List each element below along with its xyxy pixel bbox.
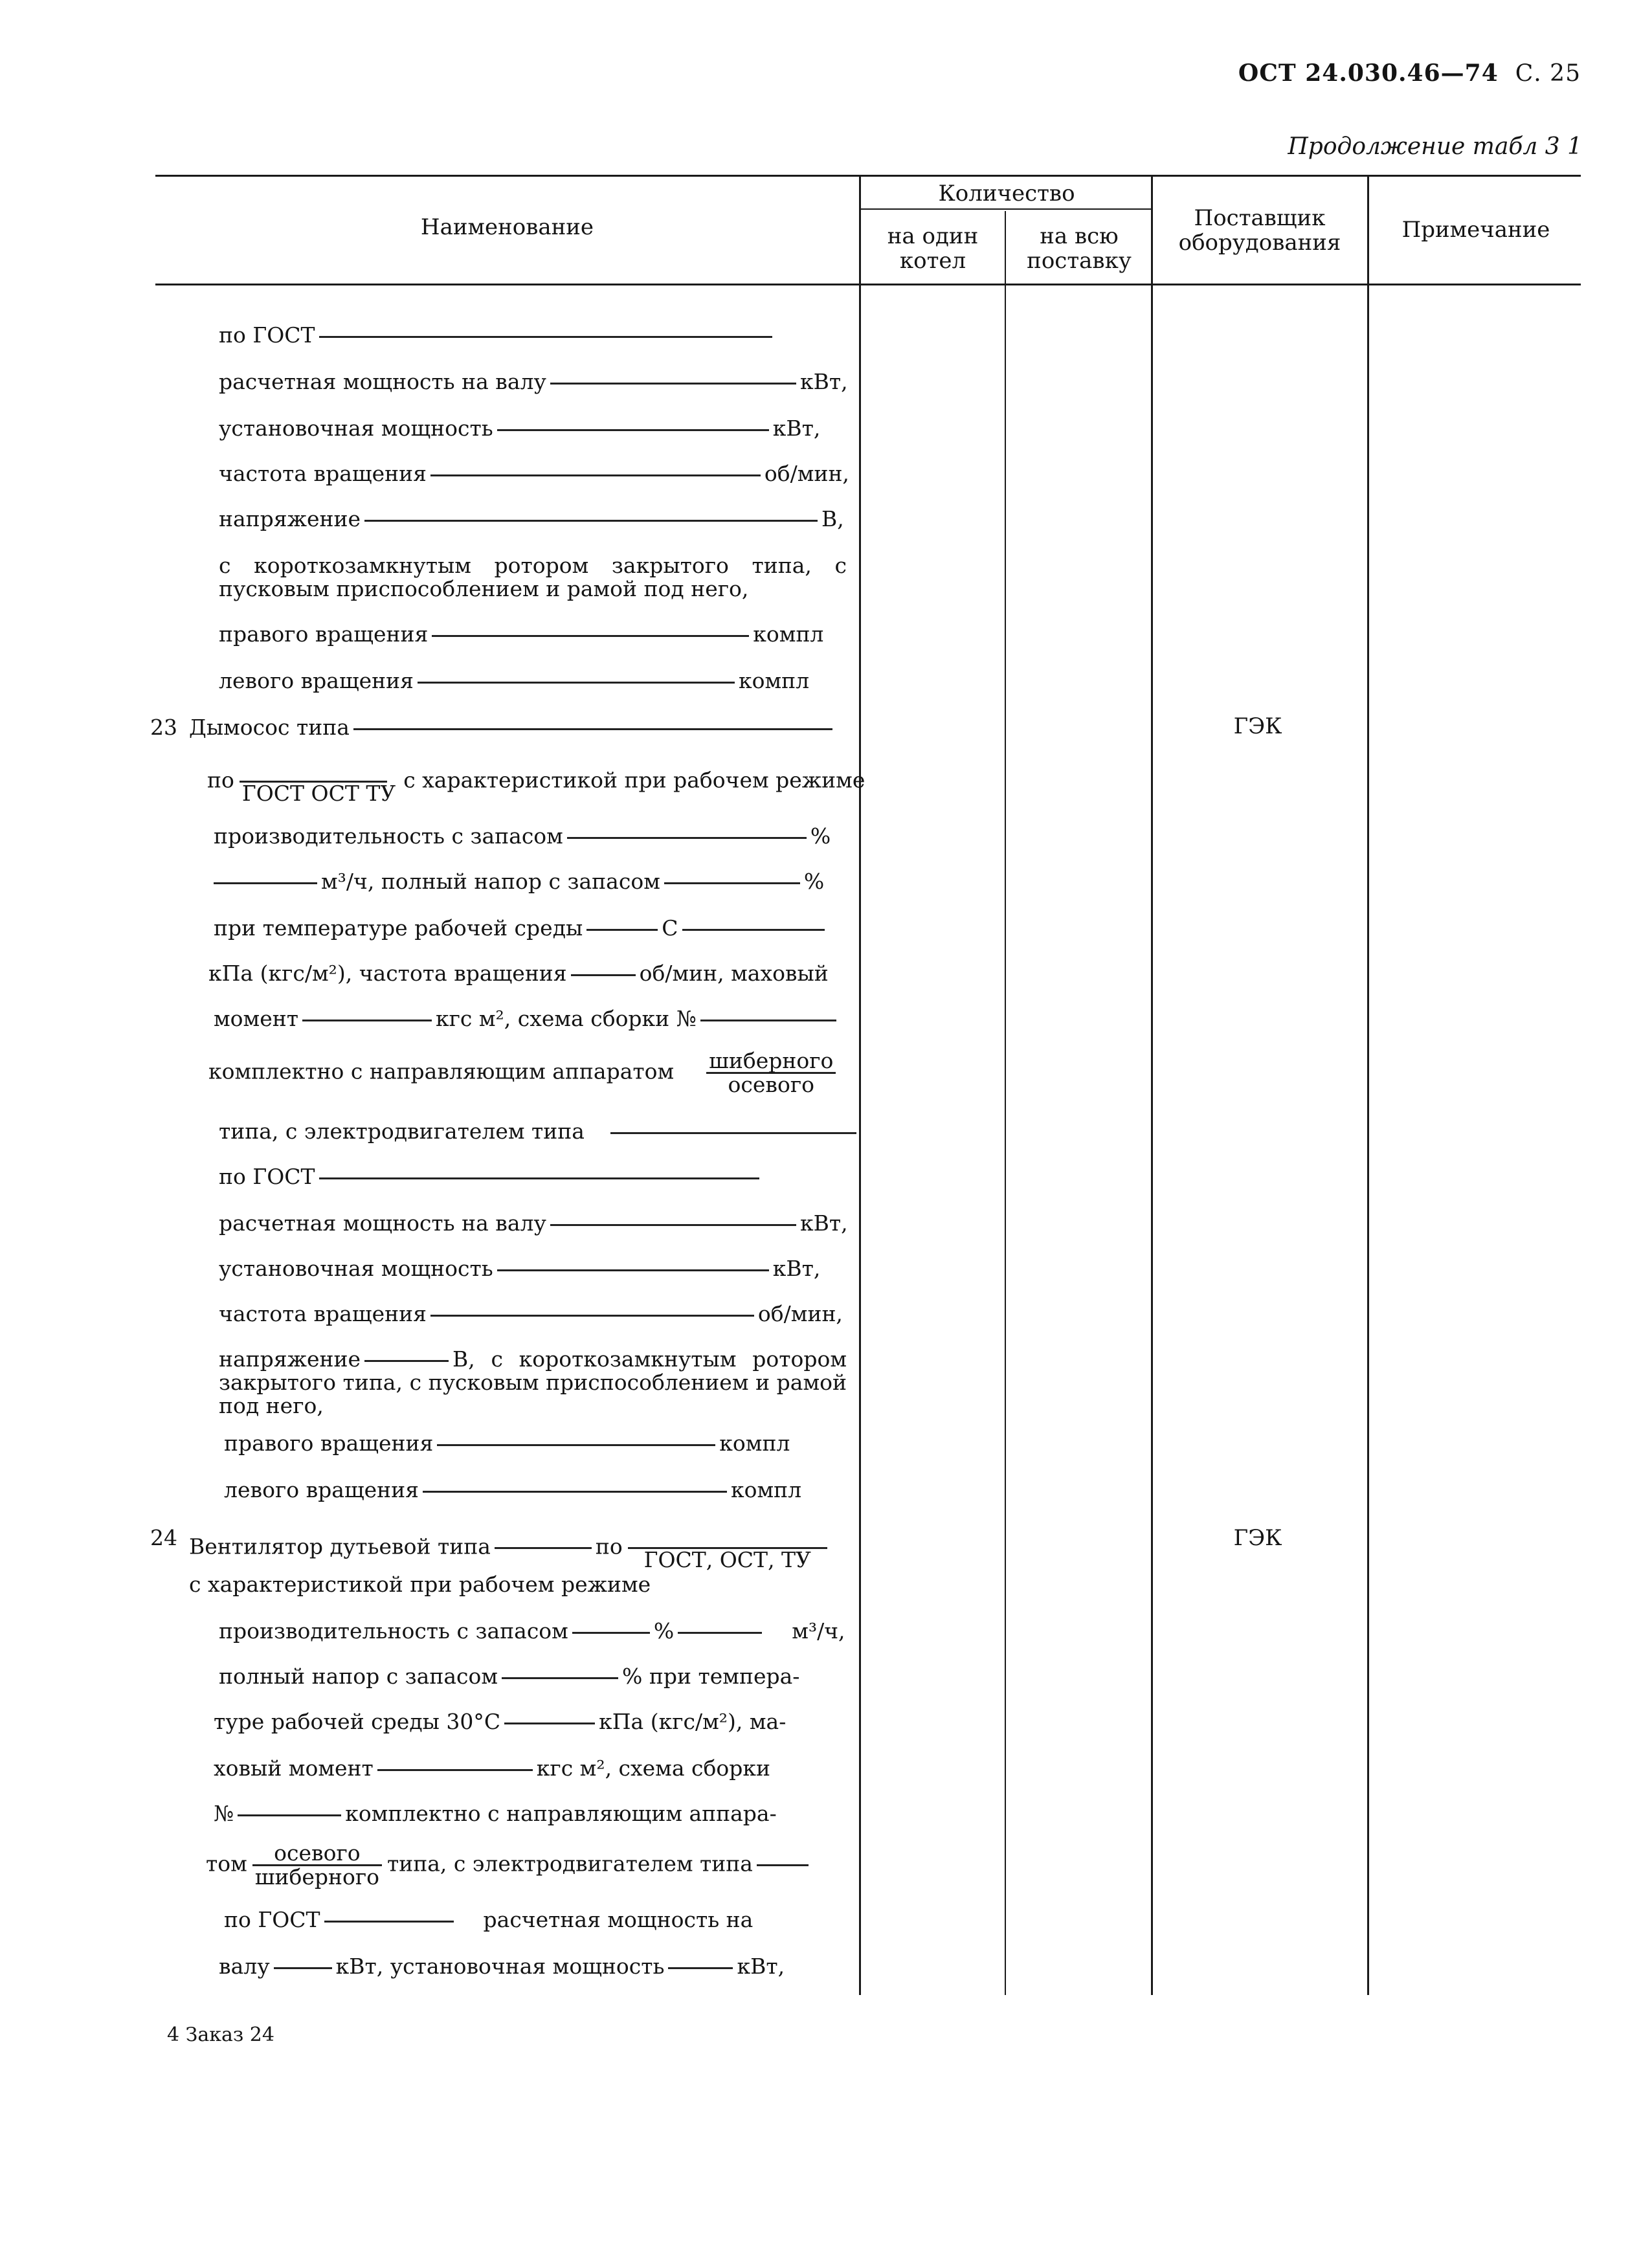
list-item	[189, 1525, 827, 1571]
list-item	[207, 759, 865, 806]
list-item	[214, 1756, 851, 1781]
text: комплектно с направляющим аппара-	[345, 1801, 777, 1826]
list-item	[219, 1210, 856, 1236]
list-item: с короткозамкнутым ротором закрытого типа, с пусковым приспособлением и рамой под него,	[219, 553, 847, 601]
unit: кВт,	[799, 1210, 848, 1236]
text: Вентилятор дутьевой типа	[189, 1533, 491, 1559]
text: правого вращения	[224, 1431, 434, 1456]
unit: компл	[738, 668, 810, 693]
page-footer: 4 Заказ 24	[167, 2024, 274, 2046]
text: расчетная мощность на	[483, 1907, 753, 1932]
text: комплектно с направляющим аппаратом	[208, 1058, 675, 1084]
list-item	[214, 869, 851, 895]
text: напряжение	[219, 506, 361, 531]
list-item	[214, 1801, 851, 1827]
list-item	[189, 715, 827, 741]
list-item	[214, 1709, 851, 1735]
fraction-top: осевого	[252, 1842, 382, 1866]
text: Дымосос типа	[189, 715, 350, 740]
list-item	[214, 1006, 851, 1032]
fraction-label: ГОСТ, ОСТ, ТУ	[643, 1547, 811, 1572]
text: ховый момент	[214, 1756, 374, 1781]
header-qty-per-delivery: на всю поставку	[1027, 223, 1132, 274]
list-item	[224, 1431, 862, 1456]
table-continuation-label: Продолжение табл 3 1	[1288, 133, 1582, 160]
text: туре рабочей среды 30°С	[214, 1709, 501, 1734]
header-supplier: Поставщик оборудования	[1178, 205, 1341, 256]
header-quantity: Количество	[938, 181, 1075, 206]
list-item	[224, 1477, 862, 1503]
list-item: с характеристикой при рабочем режиме	[189, 1572, 651, 1597]
list-item	[214, 915, 851, 941]
text: напряжение	[219, 1346, 361, 1372]
fraction-bottom: шиберного	[254, 1864, 380, 1890]
fraction-top: шиберного	[706, 1050, 836, 1074]
list-item	[219, 506, 856, 532]
list-item	[219, 621, 856, 647]
column-divider-1	[859, 176, 861, 1995]
text: расчетная мощность на валу	[219, 369, 546, 394]
unit: компл	[753, 621, 824, 647]
list-item	[219, 416, 856, 441]
unit: компл	[730, 1477, 802, 1502]
text: кВт, установочная мощность	[335, 1954, 665, 1979]
unit: %	[810, 823, 831, 849]
list-item	[219, 369, 856, 395]
header-name: Наименование	[420, 214, 594, 240]
text: производительность с запасом	[219, 1618, 568, 1644]
fraction-label: ГОСТ ОСТ ТУ	[241, 781, 396, 806]
unit: В,	[821, 506, 844, 531]
list-item	[219, 1348, 847, 1418]
text: правого вращения	[219, 621, 429, 647]
list-item	[214, 823, 851, 849]
list-item	[219, 1119, 856, 1144]
text: м³/ч, полный напор с запасом	[321, 869, 660, 894]
text: левого вращения	[219, 668, 414, 693]
text: кПа (кгс/м²), частота вращения	[208, 961, 567, 986]
unit: м³/ч,	[792, 1618, 845, 1644]
unit: кВт,	[737, 1954, 785, 1979]
list-item	[208, 1050, 846, 1096]
text: % при темпера-	[622, 1664, 800, 1689]
text: типа, с электродвигателем типа	[219, 1119, 585, 1144]
text: при температуре рабочей среды	[214, 915, 583, 941]
list-item	[224, 1907, 862, 1933]
column-divider-4	[1367, 176, 1369, 1995]
text: типа, с электродвигателем типа	[387, 1851, 753, 1877]
unit: об/мин,	[757, 1301, 843, 1326]
list-item	[219, 1618, 856, 1644]
text: по ГОСТ	[224, 1907, 320, 1932]
list-item	[219, 1256, 856, 1282]
text: с характеристикой при рабочем режиме	[403, 767, 865, 793]
text: по	[207, 767, 234, 793]
text: кгс м², схема сборки №	[436, 1006, 697, 1031]
supplier-cell: ГЭК	[1233, 1525, 1282, 1551]
unit: кВт,	[772, 416, 821, 441]
unit: %	[803, 869, 825, 894]
list-item	[219, 322, 856, 348]
text: частота вращения	[219, 461, 427, 486]
text: расчетная мощность на валу	[219, 1210, 546, 1236]
text: том	[206, 1851, 247, 1877]
list-item	[219, 668, 856, 694]
list-item	[219, 1664, 856, 1689]
text: частота вращения	[219, 1301, 427, 1326]
quantity-subheader-rule	[861, 208, 1152, 210]
text: по	[595, 1533, 623, 1559]
header-qty-per-boiler: на один котел	[887, 223, 979, 274]
text: кгс м², схема сборки	[536, 1756, 770, 1781]
text: валу	[219, 1954, 270, 1979]
list-item	[219, 1164, 856, 1190]
unit: об/мин,	[764, 461, 849, 486]
text: №	[214, 1801, 234, 1826]
text: левого вращения	[224, 1477, 419, 1502]
text: полный напор с запасом	[219, 1664, 498, 1689]
list-item	[219, 1301, 856, 1327]
column-divider-3	[1151, 176, 1153, 1995]
text: производительность с запасом	[214, 823, 563, 849]
document-code: ОСТ 24.030.46—74	[1238, 60, 1499, 87]
header-note: Примечание	[1401, 217, 1550, 243]
supplier-cell: ГЭК	[1233, 713, 1282, 739]
page-header	[1238, 60, 1581, 87]
page-number: С. 25	[1515, 60, 1581, 87]
text: момент	[214, 1006, 298, 1031]
unit: С	[662, 915, 678, 941]
text: по ГОСТ	[219, 322, 315, 348]
unit: кВт,	[772, 1256, 821, 1281]
unit: %	[653, 1618, 675, 1644]
list-item	[219, 1954, 856, 1979]
text: по ГОСТ	[219, 1164, 315, 1189]
text: кПа (кгс/м²), ма-	[599, 1709, 787, 1734]
unit: компл	[719, 1431, 790, 1456]
fraction-bottom: осевого	[728, 1072, 815, 1097]
item-number: 23	[150, 715, 177, 740]
list-item	[208, 961, 846, 987]
unit: кВт,	[799, 369, 848, 394]
text: В, с короткозамкнутым ротором закрытого типа, с пусковым приспособлением и рамой под него,	[219, 1346, 847, 1418]
column-divider-2	[1005, 211, 1006, 1995]
list-item	[206, 1842, 843, 1888]
text: об/мин, маховый	[639, 961, 829, 986]
text: установочная мощность	[219, 1256, 493, 1281]
list-item	[219, 461, 856, 487]
item-number: 24	[150, 1525, 177, 1550]
text: установочная мощность	[219, 416, 493, 441]
